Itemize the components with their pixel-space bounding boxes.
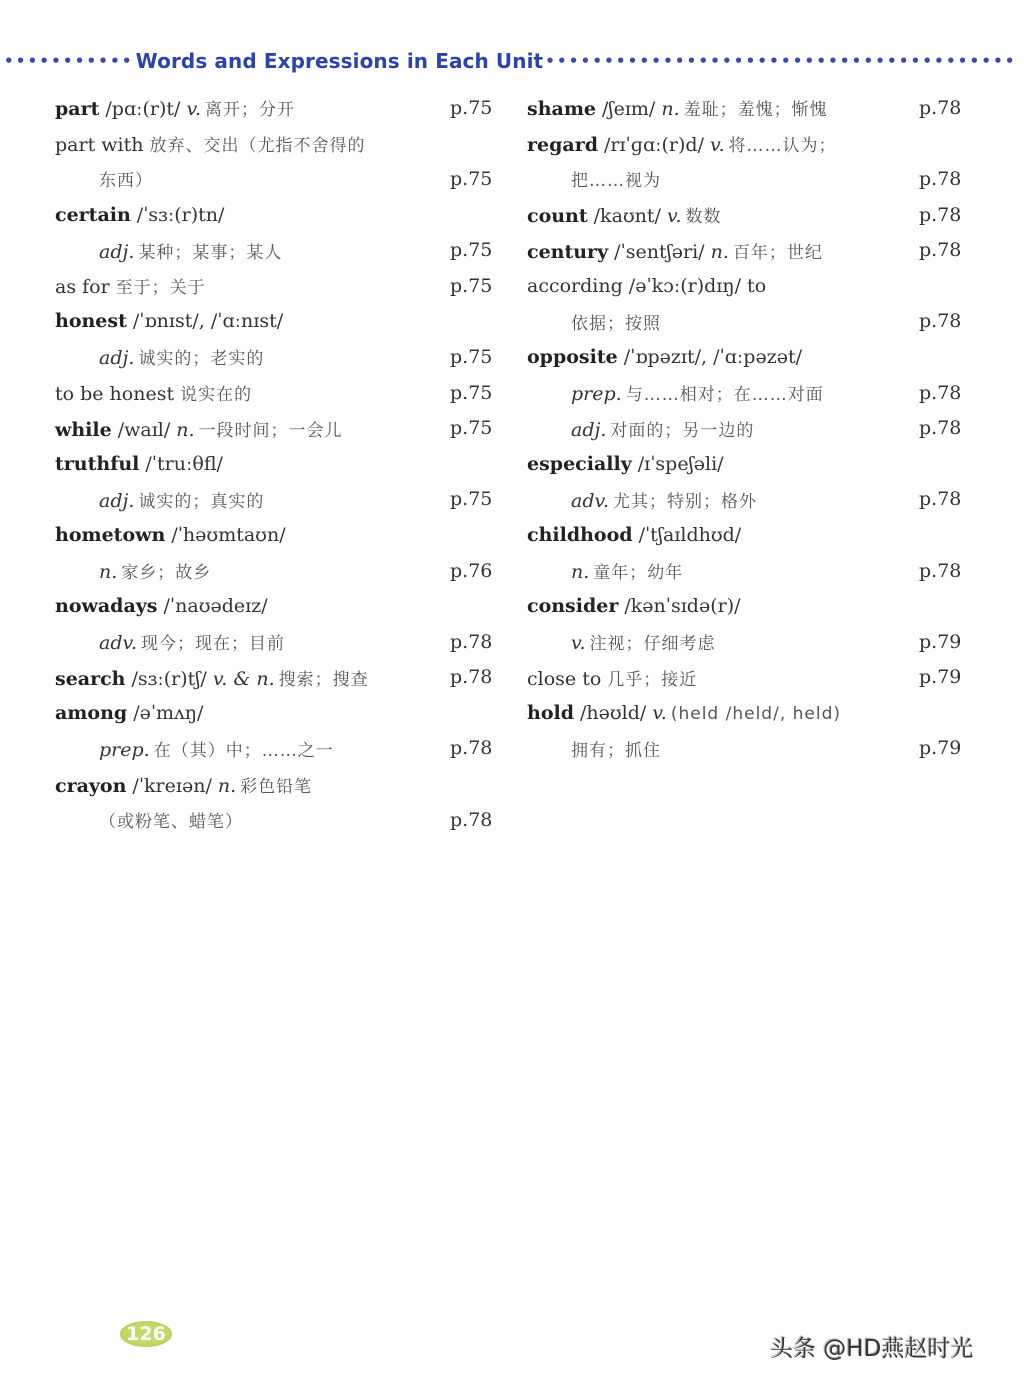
vocab-entry [527, 126, 967, 162]
phonetic: /ˈɒnɪst/, /ˈɑːnɪst/ [132, 310, 284, 333]
part-of-speech: v. & n. [212, 667, 275, 690]
meaning: 在（其）中；……之一 [153, 740, 334, 761]
entry-text [527, 524, 747, 546]
vocab-entry [55, 268, 495, 304]
part-of-speech: adj. [99, 347, 135, 370]
page-ref: p.75 [450, 345, 493, 368]
page-ref: p.78 [450, 630, 493, 653]
page-ref: p.78 [450, 737, 493, 760]
entry-text [527, 238, 823, 263]
entry-text [527, 95, 828, 120]
entry-text [55, 166, 153, 191]
entry-text [55, 487, 264, 512]
part-of-speech: n. [661, 98, 680, 121]
meaning: 东西） [99, 171, 153, 192]
vocab-entry [527, 660, 967, 696]
page-ref: p.78 [450, 666, 493, 689]
page-number-badge: 126 [120, 1321, 172, 1347]
page-ref: p.75 [450, 239, 493, 262]
page-ref: p.78 [919, 203, 962, 226]
meaning: 童年；幼年 [593, 563, 684, 584]
phrase: close to [527, 667, 602, 690]
meaning: 羞耻；羞愧；惭愧 [683, 100, 828, 121]
page-ref: p.75 [450, 274, 493, 297]
entry-text [55, 380, 252, 405]
vocab-entry [527, 446, 967, 482]
entry-text [55, 416, 343, 441]
vocab-entry [55, 660, 495, 696]
phonetic: /ˈtʃaɪldhʊd/ [638, 523, 742, 546]
phrase: as for [55, 276, 110, 299]
part-of-speech: n. [571, 561, 590, 584]
vocab-entry [527, 90, 967, 126]
entry-text [527, 702, 841, 724]
part-of-speech: prep. [571, 383, 622, 406]
headword: consider [527, 595, 619, 618]
entry-text [55, 344, 264, 369]
vocab-entry [55, 695, 495, 731]
part-of-speech: prep. [99, 738, 150, 761]
headword: century [527, 240, 609, 263]
meaning: 说实在的 [180, 385, 253, 406]
vocab-entry [527, 588, 967, 624]
meaning: 诚实的；真实的 [138, 491, 265, 512]
vocab-entry [527, 517, 967, 553]
entry-text [55, 595, 274, 617]
vocab-entry [55, 517, 495, 553]
entry-text [527, 131, 837, 156]
vocab-entry [55, 90, 495, 126]
phrase: part with [55, 133, 144, 156]
headword: part [55, 98, 100, 121]
phrase: to be honest [55, 383, 175, 406]
vocab-entry [527, 232, 967, 268]
headword: truthful [55, 452, 140, 475]
headword: honest [55, 310, 127, 333]
phonetic: /həʊld/ [580, 701, 647, 724]
vocab-entry [55, 339, 495, 375]
entry-text [527, 629, 716, 654]
meaning: 把……视为 [571, 171, 661, 192]
entry-text [55, 273, 206, 298]
part-of-speech: adv. [99, 632, 138, 655]
page-ref: p.78 [919, 488, 962, 511]
meaning: 尤其；特别；格外 [613, 491, 758, 512]
page-ref: p.76 [450, 559, 493, 582]
vocab-entry [527, 161, 967, 197]
page-ref: p.79 [919, 666, 962, 689]
entry-text [527, 595, 747, 617]
entry-text [55, 95, 295, 120]
entry-text [527, 416, 754, 441]
phonetic: /ɪˈspeʃəli/ [637, 452, 724, 475]
entry-text [55, 558, 211, 583]
vocab-entry [527, 375, 967, 411]
part-of-speech: n. [710, 240, 729, 263]
meaning: 一段时间；一会儿 [198, 420, 343, 441]
headword: opposite [527, 345, 618, 368]
headword: among [55, 701, 128, 724]
dotted-rule-right: •••••••••••••••••••••••••••••••••••••••• [545, 53, 1017, 69]
part-of-speech: adj. [99, 240, 135, 263]
phonetic: /ˈkreɪən/ [132, 774, 212, 797]
vocab-entry [527, 410, 967, 446]
phonetic: /kaʊnt/ [593, 205, 661, 228]
vocab-entry [55, 553, 495, 589]
entry-text [55, 204, 230, 226]
vocab-entry [55, 197, 495, 233]
vocab-entry [527, 553, 967, 589]
vocab-entry [527, 731, 967, 767]
vocab-column-right [527, 90, 967, 766]
vocab-column-left [55, 90, 495, 837]
entry-text [55, 131, 365, 156]
phonetic: /ˈhəʊmtaʊn/ [171, 523, 286, 546]
watermark: 头条 @HD燕赵时光 [770, 1336, 974, 1362]
phonetic: /sɜː(r)tʃ/ [131, 667, 207, 690]
entry-text [55, 310, 289, 332]
part-of-speech: adj. [99, 489, 135, 512]
meaning: 诚实的；老实的 [138, 349, 265, 370]
vocab-entry [55, 375, 495, 411]
meaning: 某种；某事；某人 [138, 242, 283, 263]
page-ref: p.79 [919, 630, 962, 653]
section-title: Words and Expressions in Each Unit [135, 49, 544, 73]
headword: shame [527, 98, 597, 121]
meaning: 数数 [685, 207, 722, 228]
page-ref: p.78 [919, 167, 962, 190]
vocab-entry [55, 126, 495, 162]
vocab-entry [55, 304, 495, 340]
meaning: 彩色铅笔 [240, 776, 313, 797]
meaning: 离开；分开 [205, 100, 295, 121]
phonetic: /rɪˈɡɑː(r)d/ [604, 133, 704, 156]
vocab-entry [55, 802, 495, 838]
meaning: 百年；世纪 [732, 242, 823, 263]
entry-text [55, 629, 285, 654]
section-header [0, 46, 1024, 76]
entry-text [527, 487, 757, 512]
page-ref: p.78 [919, 417, 962, 440]
entry-text [55, 702, 209, 724]
entry-text [55, 772, 312, 797]
phonetic: /ˈsɜː(r)tn/ [136, 203, 225, 226]
meaning: 搜索；搜查 [278, 669, 369, 690]
meaning: 拥有；抓住 [571, 740, 661, 761]
headword: while [55, 418, 112, 441]
vocab-entry [527, 624, 967, 660]
headword: especially [527, 452, 632, 475]
entry-text [527, 736, 661, 761]
headword: search [55, 667, 126, 690]
vocab-entry [527, 339, 967, 375]
phonetic: /ˈsentʃəri/ [614, 240, 705, 263]
phrase: according /əˈkɔː(r)dɪŋ/ to [527, 274, 767, 297]
meaning: 放弃、交出（尤指不舍得的 [149, 135, 366, 156]
page-ref: p.78 [450, 808, 493, 831]
vocab-entry [55, 624, 495, 660]
page-ref: p.75 [450, 96, 493, 119]
page-ref: p.78 [919, 96, 962, 119]
vocab-entry [55, 482, 495, 518]
page-ref: p.78 [919, 239, 962, 262]
phonetic: /ˈɒpəzɪt/, /ˈɑːpəzət/ [623, 345, 802, 368]
meaning: 至于；关于 [115, 278, 206, 299]
meaning: 注视；仔细考虑 [589, 634, 716, 655]
vocab-entry [527, 268, 967, 304]
part-of-speech: v. [666, 205, 682, 228]
page-ref: p.78 [919, 310, 962, 333]
phonetic: /pɑː(r)t/ [105, 98, 181, 121]
page-ref: p.75 [450, 381, 493, 404]
headword: count [527, 205, 588, 228]
meaning: 现今；现在；目前 [141, 634, 286, 655]
entry-text [527, 346, 808, 368]
headword: childhood [527, 523, 633, 546]
vocab-entry [55, 410, 495, 446]
part-of-speech: adj. [571, 418, 607, 441]
vocab-entry [55, 232, 495, 268]
entry-text [527, 166, 661, 191]
entry-text [527, 558, 683, 583]
part-of-speech: v. [709, 133, 725, 156]
meaning: 依据；按照 [571, 313, 661, 334]
part-of-speech: n. [99, 561, 118, 584]
meaning: 将……认为； [728, 135, 837, 156]
page-ref: p.78 [919, 381, 962, 404]
meaning: （或粉笔、蜡笔） [99, 812, 243, 833]
phonetic: /ʃeɪm/ [602, 98, 656, 121]
page-ref: p.79 [919, 737, 962, 760]
meaning: 对面的；另一边的 [610, 420, 755, 441]
entry-text [527, 309, 661, 334]
headword: hold [527, 701, 574, 724]
page-ref: p.75 [450, 167, 493, 190]
entry-text [527, 665, 697, 690]
headword: nowadays [55, 595, 158, 618]
vocab-entry [55, 588, 495, 624]
vocab-entry [55, 731, 495, 767]
entry-text [55, 238, 282, 263]
entry-text [527, 453, 730, 475]
entry-text [55, 524, 292, 546]
phonetic: /ˈnaʊədeɪz/ [163, 595, 268, 618]
phonetic: /əˈmʌŋ/ [133, 701, 204, 724]
page-ref: p.75 [450, 417, 493, 440]
page-ref: p.78 [919, 559, 962, 582]
phonetic: /waɪl/ [117, 418, 171, 441]
meaning: 与……相对；在……对面 [625, 385, 824, 406]
headword: crayon [55, 774, 127, 797]
dotted-rule-left: ••••••••••• [4, 51, 134, 70]
phonetic: /kənˈsɪdə(r)/ [624, 595, 741, 618]
headword: hometown [55, 523, 166, 546]
part-of-speech: v. [652, 701, 667, 724]
entry-text [527, 275, 772, 297]
phonetic: /ˈtruːθfl/ [145, 452, 223, 475]
headword: regard [527, 133, 598, 156]
meaning: 家乡；故乡 [121, 563, 212, 584]
vocab-entry [55, 161, 495, 197]
vocab-entry [527, 695, 967, 731]
entry-text [527, 202, 722, 227]
part-of-speech: n. [217, 774, 237, 797]
vocab-entry [55, 446, 495, 482]
vocab-entry [527, 197, 967, 233]
vocab-entry [527, 304, 967, 340]
page-ref: p.75 [450, 488, 493, 511]
part-of-speech: n. [176, 418, 195, 441]
meaning: 几乎；接近 [607, 669, 698, 690]
headword: certain [55, 203, 131, 226]
entry-text [55, 453, 229, 475]
part-of-speech: v. [571, 632, 586, 655]
entry-text [55, 736, 334, 761]
entry-text [527, 380, 824, 405]
entry-text [55, 665, 369, 690]
vocab-entry [55, 766, 495, 802]
part-of-speech: v. [186, 98, 201, 121]
entry-text [55, 807, 243, 832]
vocab-entry [527, 482, 967, 518]
meaning: (held /held/, held) [670, 703, 842, 724]
part-of-speech: adv. [571, 489, 610, 512]
